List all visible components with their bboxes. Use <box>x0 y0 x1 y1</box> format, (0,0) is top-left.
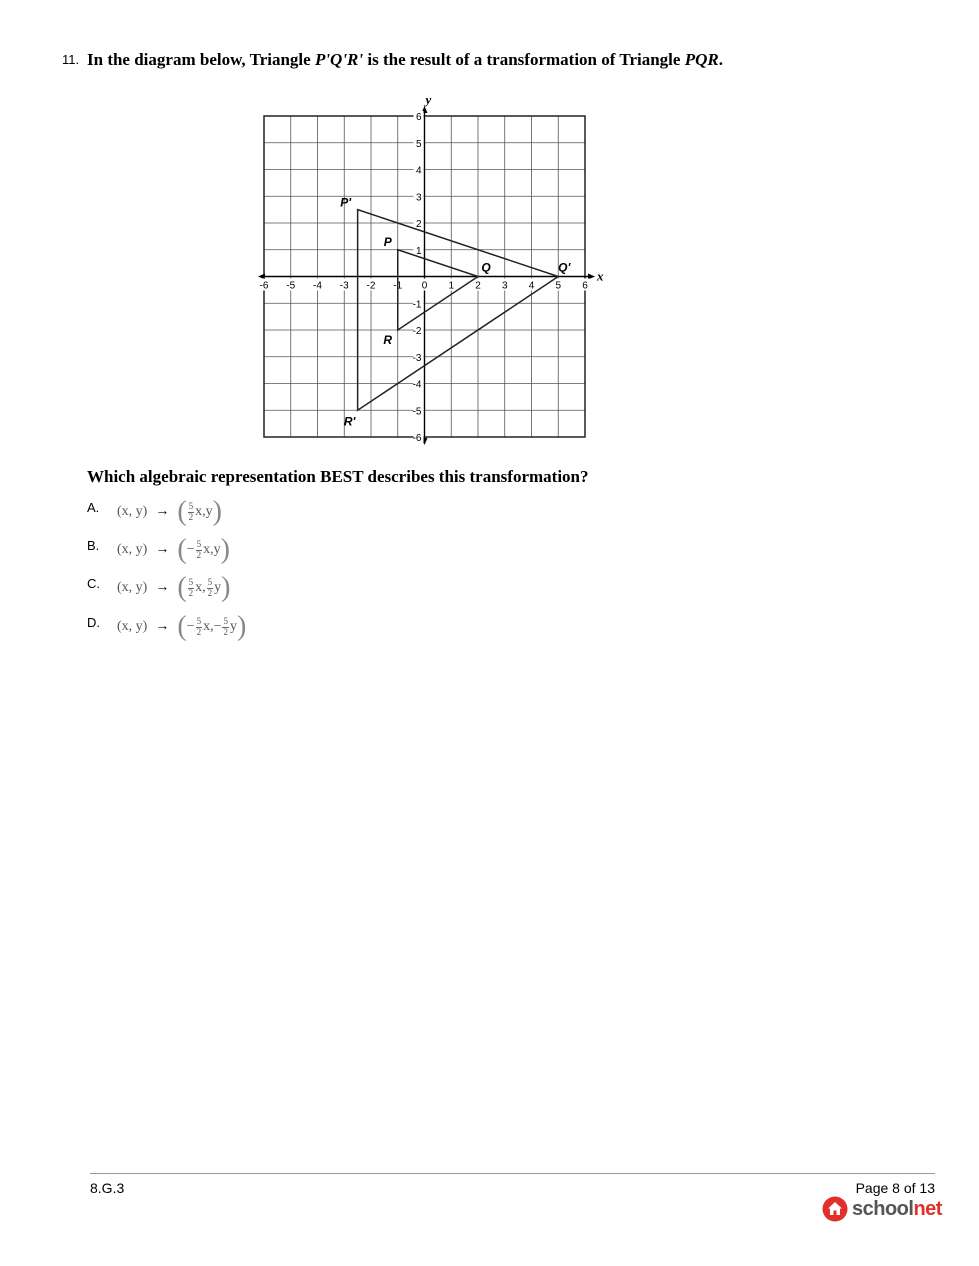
choice-lhs: (x, y) <box>117 542 148 557</box>
fraction <box>222 617 229 637</box>
vertex-label: P' <box>340 195 352 210</box>
arrow-icon: → <box>155 619 170 634</box>
fraction <box>188 578 195 598</box>
close-paren: ) <box>212 496 222 527</box>
vertex-label: Q' <box>558 260 571 275</box>
question-text-part: is the result of a transformation of Triangle <box>363 50 685 69</box>
close-paren: ) <box>221 572 231 603</box>
choice-lhs: (x, y) <box>117 580 148 595</box>
footer-page-number: Page 8 of 13 <box>855 1180 935 1196</box>
y-tick-label: 5 <box>415 138 422 150</box>
x-tick-label: 2 <box>475 280 481 292</box>
fraction-numerator: 5 <box>188 577 194 588</box>
var-y: y <box>205 504 213 519</box>
fraction-numerator: 5 <box>223 616 228 627</box>
fraction-numerator: 5 <box>207 577 213 588</box>
question-number: 11. <box>62 52 80 67</box>
fraction-denominator: 2 <box>188 511 194 522</box>
question-text-part: . <box>718 50 723 69</box>
x-tick-label: -5 <box>286 280 296 292</box>
choice-lhs: (x, y) <box>117 504 148 519</box>
x-tick-label: -1 <box>393 280 403 292</box>
fraction-numerator: 5 <box>188 501 194 512</box>
footer-divider <box>90 1173 935 1174</box>
y-tick-label: 2 <box>415 219 422 230</box>
open-paren: ( <box>177 534 187 565</box>
fraction <box>207 578 214 598</box>
y-tick-label: 4 <box>415 165 422 177</box>
footer-standard: 8.G.3 <box>90 1180 125 1196</box>
vertex-label: R' <box>343 414 356 429</box>
fraction-denominator: 2 <box>223 626 228 637</box>
sign-x: − <box>186 619 195 634</box>
question-text <box>87 50 723 70</box>
arrow-icon: → <box>155 504 170 519</box>
arrow-icon: → <box>155 542 170 557</box>
x-axis-label: x <box>597 268 604 284</box>
var-x: x, <box>195 504 206 519</box>
y-tick-label: -2 <box>412 326 422 337</box>
close-paren: ) <box>236 611 247 642</box>
var-x: x, <box>203 542 214 557</box>
x-tick-label: 4 <box>528 280 535 292</box>
schoolnet-logo <box>822 1196 942 1222</box>
preimage-triangle-name: PQR <box>684 50 719 69</box>
fraction-denominator: 2 <box>188 587 194 598</box>
open-paren: ( <box>177 611 187 642</box>
x-tick-label: 0 <box>421 280 428 292</box>
y-tick-label: -4 <box>412 379 422 391</box>
y-tick-label: -3 <box>412 352 422 364</box>
sign-y: − <box>213 619 222 634</box>
choice-letter: A. <box>87 500 100 515</box>
choice-lhs: (x, y) <box>117 619 148 634</box>
arrow-icon: → <box>155 580 170 595</box>
y-axis-label: y <box>425 96 432 107</box>
var-y: y <box>213 542 221 557</box>
x-tick-label: 1 <box>448 280 455 292</box>
x-tick-label: 5 <box>555 280 562 292</box>
vertex-label: Q <box>481 260 491 275</box>
y-tick-label: -5 <box>412 406 422 418</box>
vertex-label: R <box>383 333 393 347</box>
fraction-numerator: 5 <box>196 539 202 550</box>
x-tick-label: 6 <box>582 280 588 292</box>
var-x: x, <box>203 619 214 634</box>
x-tick-label: -4 <box>313 280 322 292</box>
var-x: x, <box>195 580 206 595</box>
choice-letter: D. <box>87 615 100 630</box>
var-y: y <box>229 619 237 634</box>
fraction-denominator: 2 <box>207 587 213 598</box>
x-tick-label: -2 <box>366 280 376 292</box>
open-paren: ( <box>177 496 187 527</box>
triangle-pqr <box>398 250 478 330</box>
sign-x: − <box>186 542 195 557</box>
logo-text: schoolnet <box>852 1197 942 1220</box>
fraction <box>188 502 195 522</box>
x-tick-label: 3 <box>501 280 508 292</box>
y-tick-label: -1 <box>412 299 422 311</box>
vertex-label: P <box>383 234 392 249</box>
y-tick-label: 1 <box>415 245 422 257</box>
open-paren: ( <box>177 572 187 603</box>
x-tick-label: -3 <box>339 280 349 292</box>
fraction-denominator: 2 <box>196 626 202 637</box>
y-tick-label: -6 <box>412 433 422 444</box>
y-tick-label: 3 <box>415 192 422 204</box>
coordinate-graph <box>250 96 610 446</box>
image-triangle-name: P'Q'R' <box>314 50 364 69</box>
choice-letter: B. <box>87 538 100 553</box>
choice-expression <box>117 574 230 602</box>
fraction <box>196 540 203 560</box>
var-y: y <box>214 580 222 595</box>
fraction-denominator: 2 <box>196 549 202 560</box>
y-tick-label: 6 <box>415 112 422 123</box>
choice-expression <box>117 498 222 526</box>
fraction <box>196 617 203 637</box>
house-icon <box>822 1196 848 1222</box>
choice-expression <box>117 613 246 641</box>
fraction-numerator: 5 <box>196 616 202 627</box>
question-text-part: In the diagram below, Triangle <box>87 50 315 69</box>
choice-letter: C. <box>87 576 100 591</box>
question-prompt: Which algebraic representation BEST describes this transformation? <box>87 467 589 486</box>
x-tick-label: -6 <box>259 280 269 292</box>
close-paren: ) <box>220 534 230 565</box>
choice-expression <box>117 536 230 564</box>
